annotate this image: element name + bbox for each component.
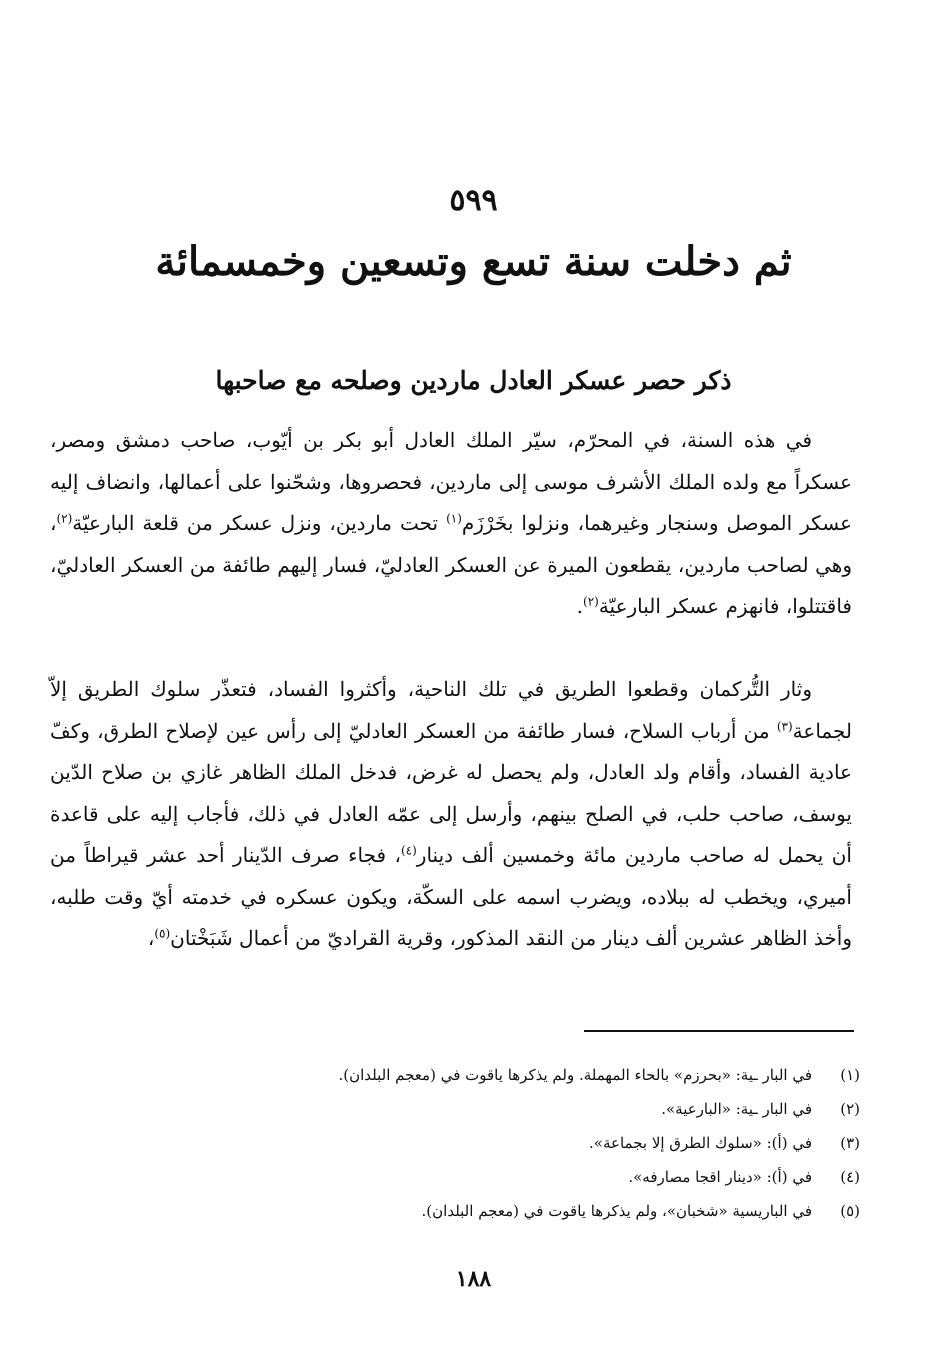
footnotes xyxy=(100,1058,860,1228)
footnote-text: في (أ): «دينار اقجا مصارفه». xyxy=(628,1168,812,1186)
text-run: تحت ماردين، ونزل عسكر من قلعة البارعيّة xyxy=(72,511,447,535)
text-run: من أرباب السلاح، فسار طائفة من العسكر العادليّ إلى رأس عين لإصلاح الطرق، وكفّ عادية الفساد، وأقام ولد العادل، ولم يحصل له غرض، فدخل الملك الظاهر غازي بن صلاح الدّين يوسف، صاحب حلب، في الصلح بينهم، وأرسل إلى عمّه العادل في ذلك، فأجاب إليه على قاعدة أن يحمل له صاحب ماردين مائة وخمسين ألف دينار xyxy=(50,718,852,867)
text-run: في هذه السنة، في المحرّم، سيّر الملك العادل أبو بكر بن أيّوب، صاحب دمشق ومصر، عسكراً مع ولده الملك الأشرف موسى إلى ماردين، فحصروها، وشحّنوا على أعمالها، وانضاف إليه عسكر الموصل وسنجار وغيرهما، ونزلوا بخَرْزَم xyxy=(50,428,853,535)
footnote-marker: (١) xyxy=(446,511,462,526)
footnote-number: (٣) xyxy=(840,1134,860,1152)
footnote-marker: (٢) xyxy=(56,511,73,526)
footnote-text: في البار ـية: «بحرزم» بالحاء المهملة. ولم يذكرها ياقوت في (معجم البلدان). xyxy=(338,1066,812,1084)
text-run: ، فجاء صرف الدّينار أحد عشر قيراطاً من أميري، ويخطب له ببلاده، ويضرب اسمه على السكّة، ويكون عسكره في خدمته أيّ وقت طلبه، وأخذ الظاهر عشرين ألف دينار من النقد المذكور، وقرية القراديّ من أعمال شَبَخْتان xyxy=(50,843,852,950)
page-number: ١٨٨ xyxy=(455,1266,492,1292)
footnote-item xyxy=(100,1160,860,1194)
chapter-heading: ثم دخلت سنة تسع وتسعين وخمسمائة xyxy=(155,238,792,285)
footnote-text: في البار ـية: «البارعية». xyxy=(661,1100,812,1118)
footnote-marker: (٥) xyxy=(154,926,171,941)
footnote-number: (٢) xyxy=(840,1100,860,1118)
body-paragraph-2 xyxy=(50,669,852,960)
footnote-item xyxy=(100,1194,860,1228)
text-run: ، xyxy=(147,926,155,950)
footnote-number: (١) xyxy=(840,1066,860,1084)
footnote-separator xyxy=(584,1030,854,1032)
footnote-text: في (أ): «سلوك الطرق إلا بجماعة». xyxy=(589,1134,812,1152)
footnote-item xyxy=(100,1126,860,1160)
text-run: ، وهي لصاحب ماردين، يقطعون الميرة عن العسكر العادليّ، فسار إليهم طائفة من العسكر العادليّ، فاقتتلوا، فانهزم عسكر البارعيّة xyxy=(50,511,852,618)
footnote-number: (٥) xyxy=(840,1202,860,1220)
section-title: ذكر حصر عسكر العادل ماردين وصلحه مع صاحبها xyxy=(215,366,732,395)
body-paragraph-1 xyxy=(50,420,852,628)
text-run: وثار التُّركمان وقطعوا الطريق في تلك الناحية، وأكثروا الفساد، فتعذّر سلوك الطريق إلاّ لجماعة xyxy=(50,677,852,743)
footnote-item xyxy=(100,1092,860,1126)
footnote-marker: (٣) xyxy=(776,718,793,733)
footnote-marker: (٤) xyxy=(400,843,417,858)
text-run: . xyxy=(576,594,583,618)
footnote-item xyxy=(100,1058,860,1092)
year-number: ٥٩٩ xyxy=(449,183,498,218)
footnote-marker: (٢) xyxy=(583,594,599,609)
footnote-text: في الباريسية «شخبان»، ولم يذكرها ياقوت في (معجم البلدان). xyxy=(421,1202,812,1220)
footnote-number: (٤) xyxy=(840,1168,860,1186)
